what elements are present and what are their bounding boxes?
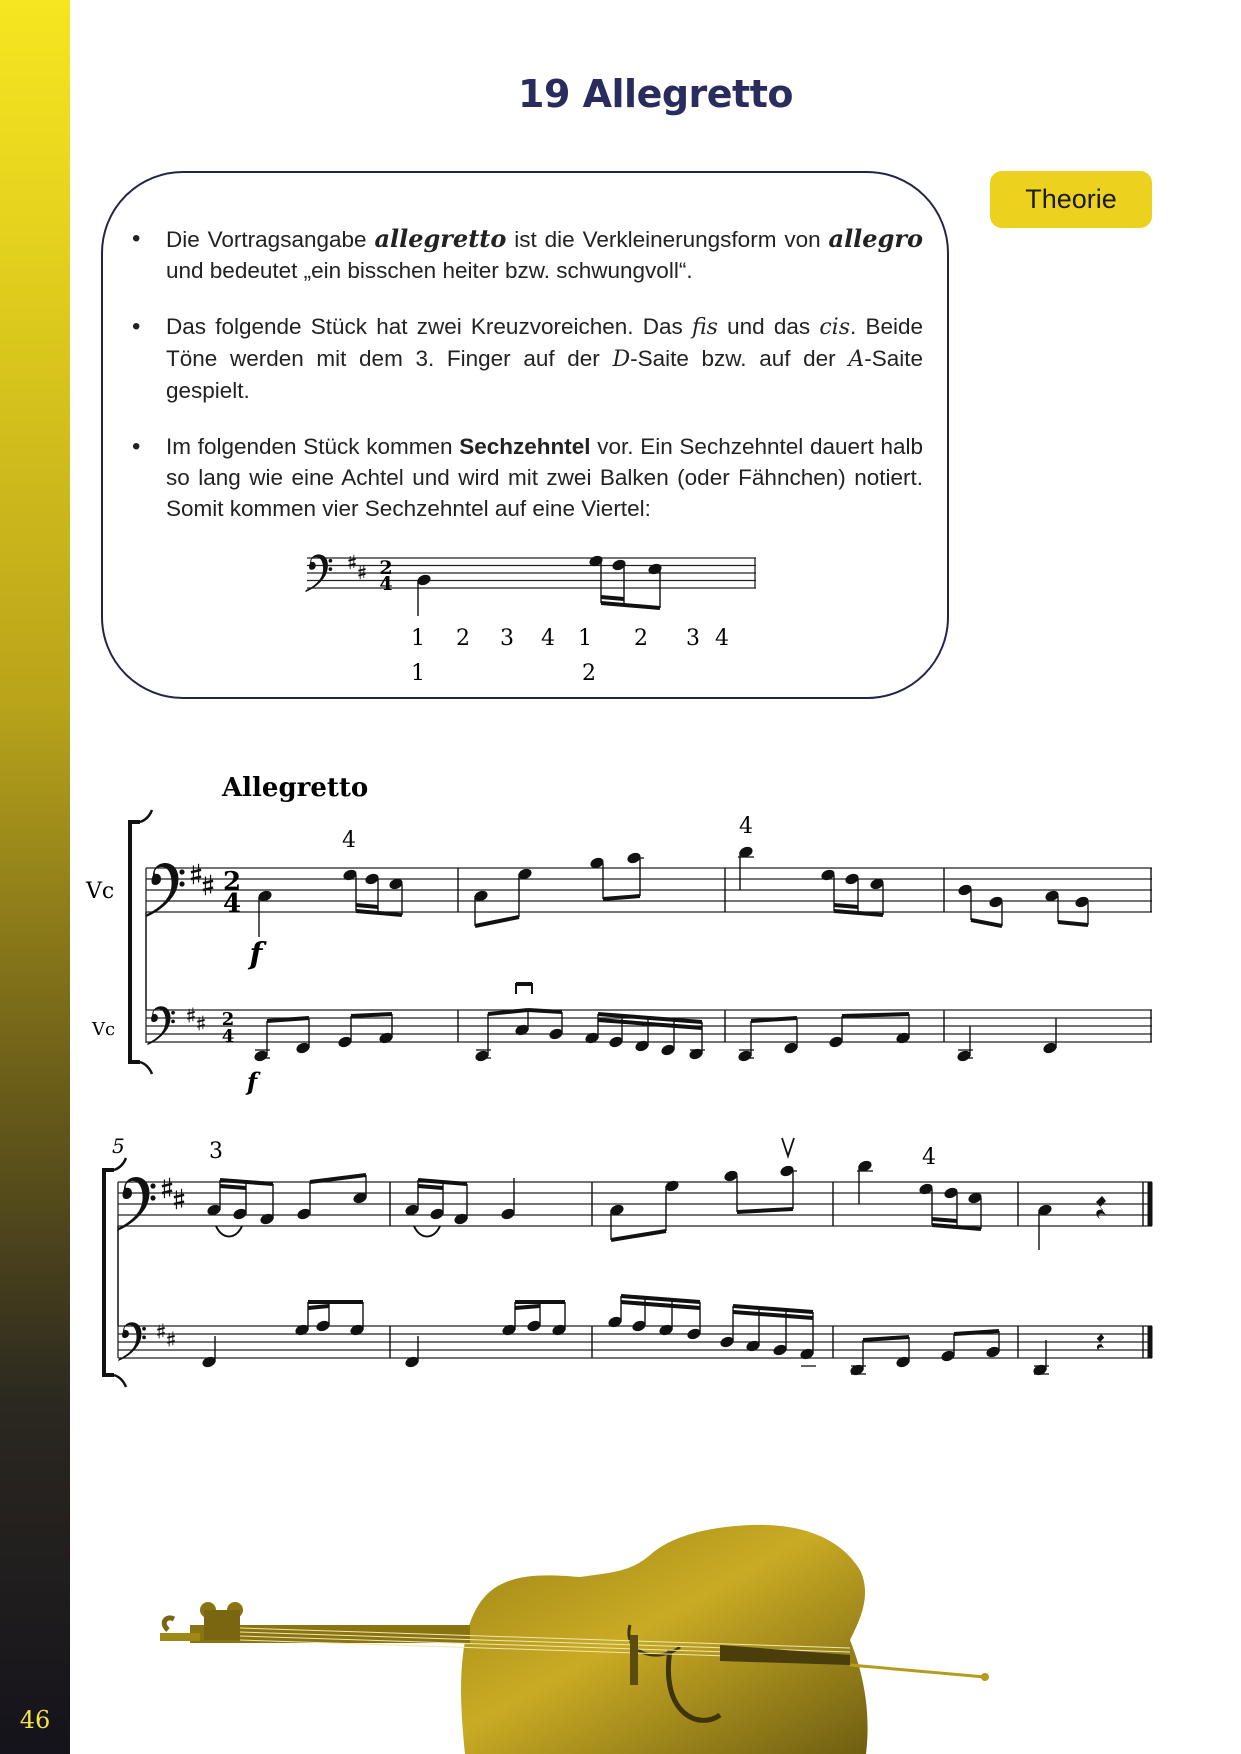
count-label: 4: [715, 626, 729, 651]
time-signature-bottom: 4: [221, 1026, 235, 1047]
beat-label: 2: [582, 661, 596, 686]
theory-badge: Theorie: [990, 171, 1152, 228]
theory-bullet-key-signature: • Das folgende Stück hat zwei Kreuzvoreichen. Das fis und das cis. Beide Töne werden mit dem 3. Finger auf der D-Saite bzw. auf der A-Saite gespielt.: [166, 311, 923, 406]
up-bow-icon: [782, 1138, 794, 1156]
count-label: 1: [578, 626, 592, 651]
theory-bullet-allegretto: • Die Vortragsangabe allegretto ist die Verkleinerungsform von allegro und bedeutet „ein bisschen heiter bzw. schwungvoll“.: [166, 223, 923, 286]
theory-bullet-sixteenths: • Im folgenden Stück kommen Sechzehntel vor. Ein Sechzehntel dauert halb so lang wie eine Achtel und wird mit zwei Balken (oder Fähnchen) notiert. Somit kommen vier Sechzehntel auf eine Viertel:: [166, 431, 923, 524]
sharp-icon: [191, 864, 201, 884]
string-a: A: [848, 347, 865, 372]
sharp-icon: [348, 555, 355, 569]
system-2: [104, 1134, 1152, 1387]
term-fis: fis: [691, 315, 718, 340]
fingering: 3: [209, 1139, 223, 1164]
cello-illustration: [160, 1515, 1110, 1754]
svg-text:4: 4: [379, 573, 393, 595]
system-1: [85, 810, 1152, 1096]
sharp-icon: [162, 1178, 172, 1198]
instrument-label: Vc: [86, 879, 115, 904]
term-allegro: allegro: [828, 224, 924, 253]
count-labels: [411, 626, 729, 686]
term-cis: cis: [819, 315, 850, 340]
term-sechzehntel: Sechzehntel: [459, 434, 591, 459]
page-number: 46: [19, 1706, 51, 1734]
fingering: 4: [922, 1145, 936, 1170]
theory-example-staff: [305, 554, 756, 616]
staff-lower: [146, 1010, 1152, 1042]
sharp-icon: [358, 565, 365, 579]
fingering: 4: [342, 828, 356, 853]
measure-number: 5: [112, 1134, 125, 1158]
string-d: D: [612, 347, 631, 372]
term-allegretto: allegretto: [374, 224, 507, 253]
count-label: 3: [686, 626, 700, 651]
time-signature-bottom: 4: [222, 889, 242, 919]
count-label: 2: [456, 626, 470, 651]
svg-text:2: 2: [379, 557, 393, 579]
cello-icon: [160, 1515, 1110, 1754]
count-label: 1: [411, 626, 425, 651]
page-title: 19 Allegretto: [518, 72, 793, 116]
fingering: 4: [739, 814, 753, 839]
dynamic-forte: f: [246, 1067, 258, 1096]
beat-label: 1: [411, 661, 425, 686]
sharp-icon: [203, 875, 213, 895]
tempo-marking: Allegretto: [222, 773, 369, 803]
count-label: 3: [500, 626, 514, 651]
staff-upper: [146, 868, 1152, 912]
time-signature-top: 2: [221, 1009, 235, 1030]
instrument-label: Vc: [92, 1019, 116, 1040]
count-label: 4: [541, 626, 555, 651]
count-label: 2: [634, 626, 648, 651]
dynamic-forte: f: [249, 937, 263, 972]
sharp-icon: [174, 1189, 184, 1209]
down-bow-icon: [516, 984, 532, 994]
time-signature-top: 2: [222, 867, 242, 897]
